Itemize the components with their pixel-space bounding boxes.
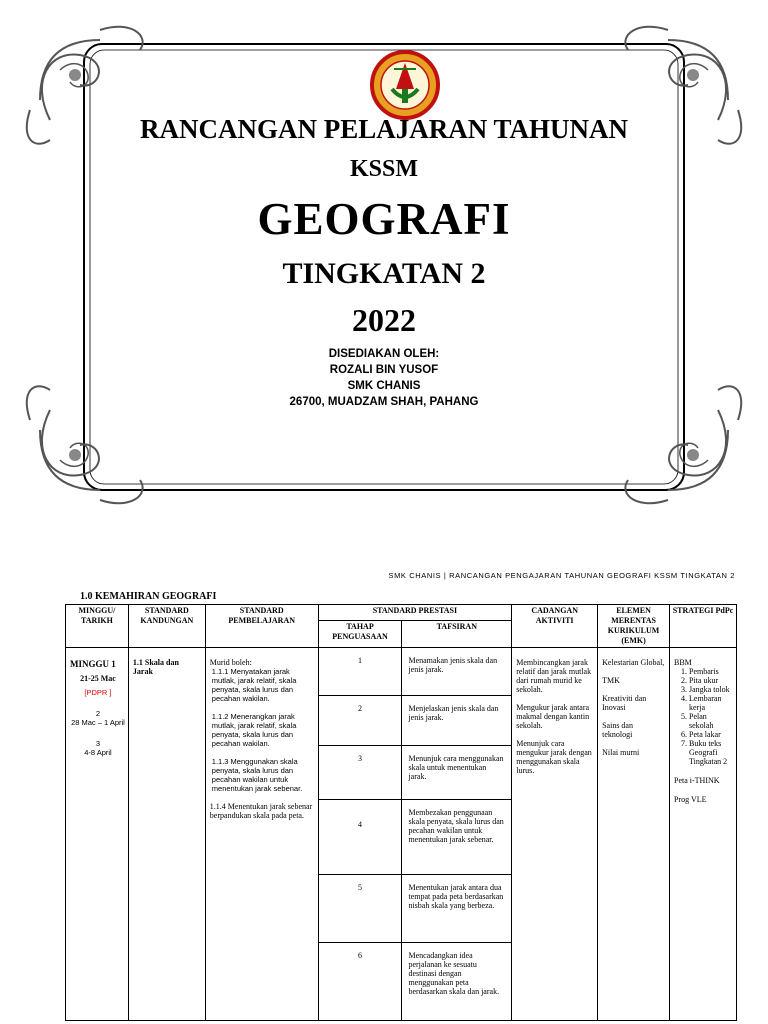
week-2-date: 28 Mac – 1 April xyxy=(71,718,125,727)
bbm-list xyxy=(674,667,732,766)
col-header-standard-prestasi: STANDARD PRESTASI xyxy=(318,605,512,621)
activity-item: Membincangkan jarak relatif dan jarak mutlak dari rumah murid ke sekolah. xyxy=(516,658,592,694)
activity-item: Menunjuk cara mengukur jarak dengan menggunakan skala lurus. xyxy=(516,739,592,775)
col-header-strategi: STRATEGI PdPc xyxy=(670,605,737,648)
author-name: ROZALI BIN YUSOF xyxy=(329,364,439,376)
emk-item: TMK xyxy=(602,676,620,685)
bbm-item: 5. Pelan sekolah xyxy=(689,712,732,730)
curriculum-label: KSSM xyxy=(349,156,418,182)
week-date: 21-25 Mac xyxy=(80,674,116,683)
cell-standard-kandungan: 1.1 Skala dan Jarak xyxy=(128,648,205,1021)
tafsiran-cell: Membezakan penggunaan skala penyata, skala lurus dan pecahan wakilan untuk menentukan jarak sebenar. xyxy=(402,800,512,875)
tp-cell: 1 xyxy=(318,648,402,696)
bbm-item: 1. Pembaris xyxy=(689,667,732,676)
tp-cell: 4 xyxy=(318,800,402,875)
form-level: TINGKATAN 2 xyxy=(282,257,486,290)
emk-item: Nilai murni xyxy=(602,748,640,757)
tafsiran-cell: Menjelaskan jenis skala dan jenis jarak. xyxy=(402,696,512,746)
tafsiran-cell: Menamakan jenis skala dan jenis jarak. xyxy=(402,648,512,696)
peta-ithink: Peta i-THINK xyxy=(674,776,720,785)
school-crest-logo xyxy=(366,49,444,121)
prepared-by-label: DISEDIAKAN OLEH: xyxy=(328,348,440,360)
plan-title: RANCANGAN PELAJARAN TAHUNAN xyxy=(139,114,628,144)
prepared-by-block xyxy=(0,346,768,410)
week-3-number: 3 xyxy=(95,739,101,748)
col-header-minggu: MINGGU/ TARIKH xyxy=(66,605,129,648)
cell-strategi xyxy=(670,648,737,1021)
emk-item: Kreativiti dan Inovasi xyxy=(602,694,647,712)
col-header-emk: ELEMEN MERENTAS KURIKULUM (EMK) xyxy=(598,605,670,648)
tp-cell: 3 xyxy=(318,746,402,800)
week-3-date: 4-8 April xyxy=(84,748,112,757)
activity-item: Mengukur jarak antara makmal dengan kantin sekolah. xyxy=(516,703,590,730)
cell-minggu xyxy=(66,648,129,1021)
week-label: MINGGU 1 xyxy=(70,659,116,669)
emk-item: Kelestarian Global, xyxy=(602,658,665,667)
col-header-standard-kandungan: STANDARD KANDUNGAN xyxy=(128,605,205,648)
sp-item: 1.1.1 Menyatakan jarak mutlak, jarak relatif, skala penyata, skala lurus dan pecahan wakilan. xyxy=(211,667,297,703)
school-name: SMK CHANIS xyxy=(347,380,421,392)
col-header-tahap-penguasaan: TAHAP PENGUASAAN xyxy=(318,620,402,647)
emk-item: Sains dan teknologi xyxy=(602,721,633,739)
bbm-item: 7. Buku teks Geografi Tingkatan 2 xyxy=(689,739,732,766)
col-header-standard-pembelajaran: STANDARD PEMBELAJARAN xyxy=(205,605,318,648)
bbm-item: 2. Pita ukur xyxy=(689,676,732,685)
bbm-item: 4. Lembaran kerja xyxy=(689,694,732,712)
sp-item: 1.1.4 Menentukan jarak sebenar berpandukan skala pada peta. xyxy=(209,802,313,820)
subject-title: GEOGRAFI xyxy=(257,194,511,244)
sp-item: 1.1.3 Menggunakan skala penyata, skala lurus dan pecahan wakilan untuk menentukan jarak sebenar. xyxy=(211,757,303,793)
sp-intro: Murid boleh: xyxy=(209,658,252,667)
page-header: SMK CHANIS | RANCANGAN PENGAJARAN TAHUNAN GEOGRAFI KSSM TINGKATAN 2 xyxy=(388,571,735,580)
col-header-cadangan-aktiviti: CADANGAN AKTIVITI xyxy=(512,605,598,648)
bbm-label: BBM xyxy=(674,658,692,667)
school-address: 26700, MUADZAM SHAH, PAHANG xyxy=(289,396,479,408)
col-header-tafsiran: TAFSIRAN xyxy=(402,620,512,647)
yearly-plan-table xyxy=(65,604,737,1021)
sp-item: 1.1.2 Menerangkan jarak mutlak, jarak relatif, skala penyata, skala lurus dan pecahan wakilan. xyxy=(211,712,297,748)
tp-cell: 5 xyxy=(318,875,402,943)
tafsiran-cell: Mencadangkan idea perjalanan ke sesuatu destinasi dengan menggunakan peta berdasarkan skala dan jarak. xyxy=(402,943,512,1021)
cell-emk xyxy=(598,648,670,1021)
cell-standard-pembelajaran xyxy=(205,648,318,1021)
year: 2022 xyxy=(352,302,416,338)
tp-cell: 6 xyxy=(318,943,402,1021)
section-title: 1.0 KEMAHIRAN GEOGRAFI xyxy=(80,591,217,602)
tp-cell: 2 xyxy=(318,696,402,746)
week-2-number: 2 xyxy=(95,709,101,718)
pdpr-label: [PDPR ] xyxy=(84,688,112,697)
tafsiran-cell: Menentukan jarak antara dua tempat pada peta berdasarkan nisbah skala yang berbeza. xyxy=(402,875,512,943)
tafsiran-cell: Menunjuk cara menggunakan skala untuk menentukan jarak. xyxy=(402,746,512,800)
cell-cadangan-aktiviti xyxy=(512,648,598,1021)
prog-vle: Prog VLE xyxy=(674,795,707,804)
bbm-item: 6. Peta lakar xyxy=(689,730,732,739)
bbm-item: 3. Jangka tolok xyxy=(689,685,732,694)
